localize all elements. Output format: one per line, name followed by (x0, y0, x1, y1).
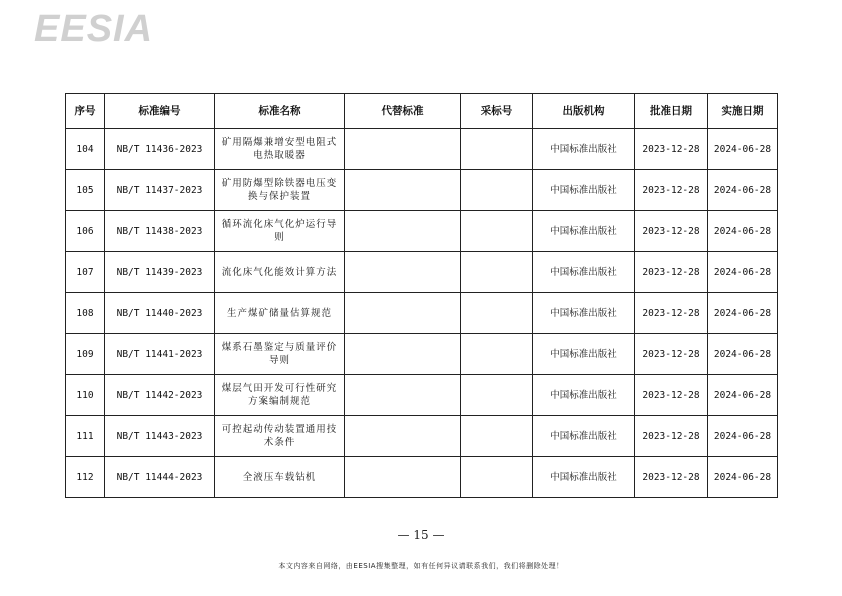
cell-replaces (345, 211, 461, 252)
column-header: 标准名称 (215, 94, 345, 129)
cell-publisher: 中国标准出版社 (533, 334, 635, 375)
cell-replaces (345, 170, 461, 211)
cell-standard-code: NB/T 11441-2023 (105, 334, 215, 375)
cell-standard-code: NB/T 11436-2023 (105, 129, 215, 170)
cell-serial-number: 104 (66, 129, 105, 170)
cell-approval-date: 2023-12-28 (635, 211, 708, 252)
cell-adopted-number (461, 416, 533, 457)
cell-standard-name: 全液压车载钻机 (215, 457, 345, 498)
cell-approval-date: 2023-12-28 (635, 129, 708, 170)
cell-adopted-number (461, 129, 533, 170)
cell-approval-date: 2023-12-28 (635, 170, 708, 211)
table-row (66, 416, 778, 457)
page-number: — 15 — (397, 528, 445, 542)
cell-replaces (345, 129, 461, 170)
cell-publisher: 中国标准出版社 (533, 457, 635, 498)
cell-approval-date: 2023-12-28 (635, 375, 708, 416)
cell-adopted-number (461, 457, 533, 498)
cell-adopted-number (461, 293, 533, 334)
cell-effective-date: 2024-06-28 (708, 129, 778, 170)
table-row (66, 170, 778, 211)
cell-standard-code: NB/T 11438-2023 (105, 211, 215, 252)
cell-standard-name: 煤层气田开发可行性研究方案编制规范 (215, 375, 345, 416)
cell-effective-date: 2024-06-28 (708, 416, 778, 457)
cell-effective-date: 2024-06-28 (708, 170, 778, 211)
cell-replaces (345, 293, 461, 334)
cell-effective-date: 2024-06-28 (708, 457, 778, 498)
cell-publisher: 中国标准出版社 (533, 252, 635, 293)
column-header: 标准编号 (105, 94, 215, 129)
cell-effective-date: 2024-06-28 (708, 252, 778, 293)
cell-serial-number: 111 (66, 416, 105, 457)
cell-publisher: 中国标准出版社 (533, 375, 635, 416)
table-row (66, 129, 778, 170)
cell-approval-date: 2023-12-28 (635, 457, 708, 498)
cell-serial-number: 108 (66, 293, 105, 334)
cell-serial-number: 105 (66, 170, 105, 211)
cell-standard-code: NB/T 11442-2023 (105, 375, 215, 416)
cell-standard-name: 流化床气化能效计算方法 (215, 252, 345, 293)
column-header: 序号 (66, 94, 105, 129)
cell-standard-name: 可控起动传动装置通用技术条件 (215, 416, 345, 457)
cell-publisher: 中国标准出版社 (533, 211, 635, 252)
cell-standard-name: 煤系石墨鉴定与质量评价导则 (215, 334, 345, 375)
cell-approval-date: 2023-12-28 (635, 252, 708, 293)
cell-adopted-number (461, 211, 533, 252)
cell-replaces (345, 416, 461, 457)
cell-standard-name: 生产煤矿储量估算规范 (215, 293, 345, 334)
cell-serial-number: 109 (66, 334, 105, 375)
cell-standard-name: 循环流化床气化炉运行导则 (215, 211, 345, 252)
standards-table (65, 93, 778, 498)
table-row (66, 252, 778, 293)
table-row (66, 375, 778, 416)
cell-adopted-number (461, 334, 533, 375)
column-header: 批准日期 (635, 94, 708, 129)
table-header-row (66, 94, 778, 129)
cell-effective-date: 2024-06-28 (708, 211, 778, 252)
cell-serial-number: 106 (66, 211, 105, 252)
cell-publisher: 中国标准出版社 (533, 293, 635, 334)
column-header: 代替标准 (345, 94, 461, 129)
cell-standard-code: NB/T 11437-2023 (105, 170, 215, 211)
cell-serial-number: 107 (66, 252, 105, 293)
eesia-logo: EESIA (34, 8, 154, 50)
cell-standard-code: NB/T 11444-2023 (105, 457, 215, 498)
cell-publisher: 中国标准出版社 (533, 170, 635, 211)
cell-adopted-number (461, 170, 533, 211)
cell-replaces (345, 252, 461, 293)
cell-approval-date: 2023-12-28 (635, 334, 708, 375)
cell-publisher: 中国标准出版社 (533, 416, 635, 457)
cell-approval-date: 2023-12-28 (635, 416, 708, 457)
footer-notice: 本文内容来自网络，由EESIA搜集整理，如有任何异议请联系我们，我们将删除处理！ (278, 562, 564, 570)
cell-serial-number: 112 (66, 457, 105, 498)
cell-standard-name: 矿用防爆型除铁器电压变换与保护装置 (215, 170, 345, 211)
table-body (66, 129, 778, 498)
cell-standard-code: NB/T 11439-2023 (105, 252, 215, 293)
cell-effective-date: 2024-06-28 (708, 375, 778, 416)
cell-publisher: 中国标准出版社 (533, 129, 635, 170)
cell-serial-number: 110 (66, 375, 105, 416)
cell-adopted-number (461, 375, 533, 416)
table-row (66, 211, 778, 252)
cell-standard-code: NB/T 11443-2023 (105, 416, 215, 457)
cell-effective-date: 2024-06-28 (708, 334, 778, 375)
column-header: 出版机构 (533, 94, 635, 129)
cell-replaces (345, 375, 461, 416)
cell-replaces (345, 457, 461, 498)
table-row (66, 457, 778, 498)
cell-replaces (345, 334, 461, 375)
cell-effective-date: 2024-06-28 (708, 293, 778, 334)
cell-standard-code: NB/T 11440-2023 (105, 293, 215, 334)
cell-approval-date: 2023-12-28 (635, 293, 708, 334)
column-header: 采标号 (461, 94, 533, 129)
table-row (66, 293, 778, 334)
cell-standard-name: 矿用隔爆兼增安型电阻式电热取暖器 (215, 129, 345, 170)
column-header: 实施日期 (708, 94, 778, 129)
cell-adopted-number (461, 252, 533, 293)
table-row (66, 334, 778, 375)
